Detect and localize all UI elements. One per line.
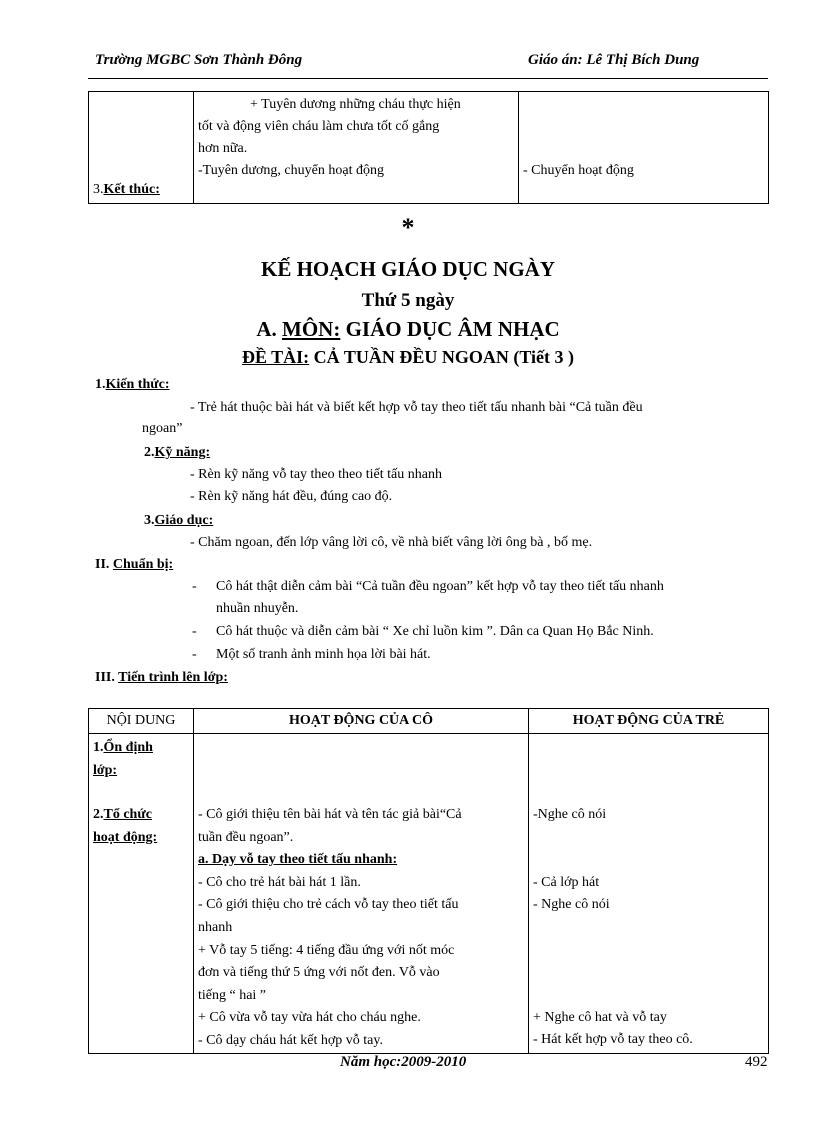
child-activity-cell: - Chuyển hoạt động <box>519 92 769 204</box>
teacher-activity-cell: + Tuyên dương những cháu thực hiện tốt và động viên cháu làm chưa tốt cố gắng hơn nữa. -Tuyên dương, chuyển hoạt động <box>194 92 519 204</box>
header-teacher: HOẠT ĐỘNG CỦA CÔ <box>194 709 529 734</box>
prep-item: Cô hát thuộc và diễn cảm bài “ Xe chỉ luồn kim ”. Dân ca Quan Họ Bắc Ninh. <box>216 624 654 639</box>
prep-bullet: - <box>192 579 197 594</box>
page-number: 492 <box>745 1054 768 1070</box>
skills-line: - Rèn kỹ năng hát đều, đúng cao độ. <box>190 489 393 504</box>
section-procedure: III. Tiến trình lên lớp: <box>95 670 228 685</box>
header-children: HOẠT ĐỘNG CỦA TRẺ <box>529 709 769 734</box>
top-table <box>88 91 769 204</box>
plan-title: KẾ HOẠCH GIÁO DỤC NGÀY <box>260 257 555 281</box>
teacher-name: Giáo án: Lê Thị Bích Dung <box>528 52 700 68</box>
section-skills: 2.Kỹ năng: <box>144 445 211 460</box>
skills-line: - Rèn kỹ năng vỗ tay theo theo tiết tấu nhanh <box>190 467 442 482</box>
header-rule <box>88 78 768 79</box>
education-line: - Chăm ngoan, đến lớp vâng lời cô, về nhà biết vâng lời ông bà , bố mẹ. <box>190 535 593 550</box>
prep-item: Một số tranh ảnh minh họa lời bài hát. <box>216 647 431 662</box>
ending-cell: 3.Kết thúc: <box>89 92 194 204</box>
activity-table <box>88 708 769 1054</box>
school-name: Trường MGBC Sơn Thành Đông <box>95 52 303 68</box>
school-year: Năm học:2009-2010 <box>340 1054 467 1070</box>
day-title: Thứ 5 ngày <box>361 290 455 311</box>
knowledge-line: - Trẻ hát thuộc bài hát và biết kết hợp vỗ tay theo tiết tấu nhanh bài “Cả tuần đều <box>190 400 643 415</box>
ending-title: Kết thúc: <box>103 182 160 197</box>
prep-bullet: - <box>192 647 197 662</box>
prep-item-cont: nhuần nhuyễn. <box>216 601 299 616</box>
star-separator: * <box>401 213 415 242</box>
content-cell: 1.Ổn định lớp: 2.Tổ chức hoạt động: <box>89 734 194 1054</box>
knowledge-line-cont: ngoan” <box>142 421 183 436</box>
section-education: 3.Giáo dục: <box>144 513 214 528</box>
teacher-activities: - Cô giới thiệu tên bài hát và tên tác giả bài“Cả tuần đều ngoan”. a. Dạy vỗ tay theo tiết tấu nhanh: - Cô cho trẻ hát bài hát 1 lần. - Cô giới thiệu cho trẻ cách vỗ tay theo tiết tấu nhanh + Vỗ tay 5 tiếng: 4 tiếng đầu ứng với nốt móc đơn và tiếng thứ 5 ứng với nốt đen. Vỗ vào tiếng “ hai ” + Cô vừa vỗ tay vừa hát cho cháu nghe. - Cô dạy cháu hát kết hợp vỗ tay. <box>194 734 529 1054</box>
section-knowledge: 1.Kiến thức: <box>95 377 170 392</box>
subject-title: A. MÔN: GIÁO DỤC ÂM NHẠC <box>256 317 560 341</box>
section-preparation: II. Chuẩn bị: <box>95 557 174 572</box>
prep-bullet: - <box>192 624 197 639</box>
topic-title: ĐỀ TÀI: CẢ TUẦN ĐỀU NGOAN (Tiết 3 ) <box>241 347 575 367</box>
prep-item: Cô hát thật diễn cảm bài “Cả tuần đều ngoan” kết hợp vỗ tay theo tiết tấu nhanh <box>216 579 664 594</box>
header-content: NỘI DUNG <box>89 709 194 734</box>
children-activities: -Nghe cô nói - Cả lớp hát - Nghe cô nói + Nghe cô hat và vỗ tay - Hát kết hợp vỗ tay theo cô. <box>529 734 769 1054</box>
